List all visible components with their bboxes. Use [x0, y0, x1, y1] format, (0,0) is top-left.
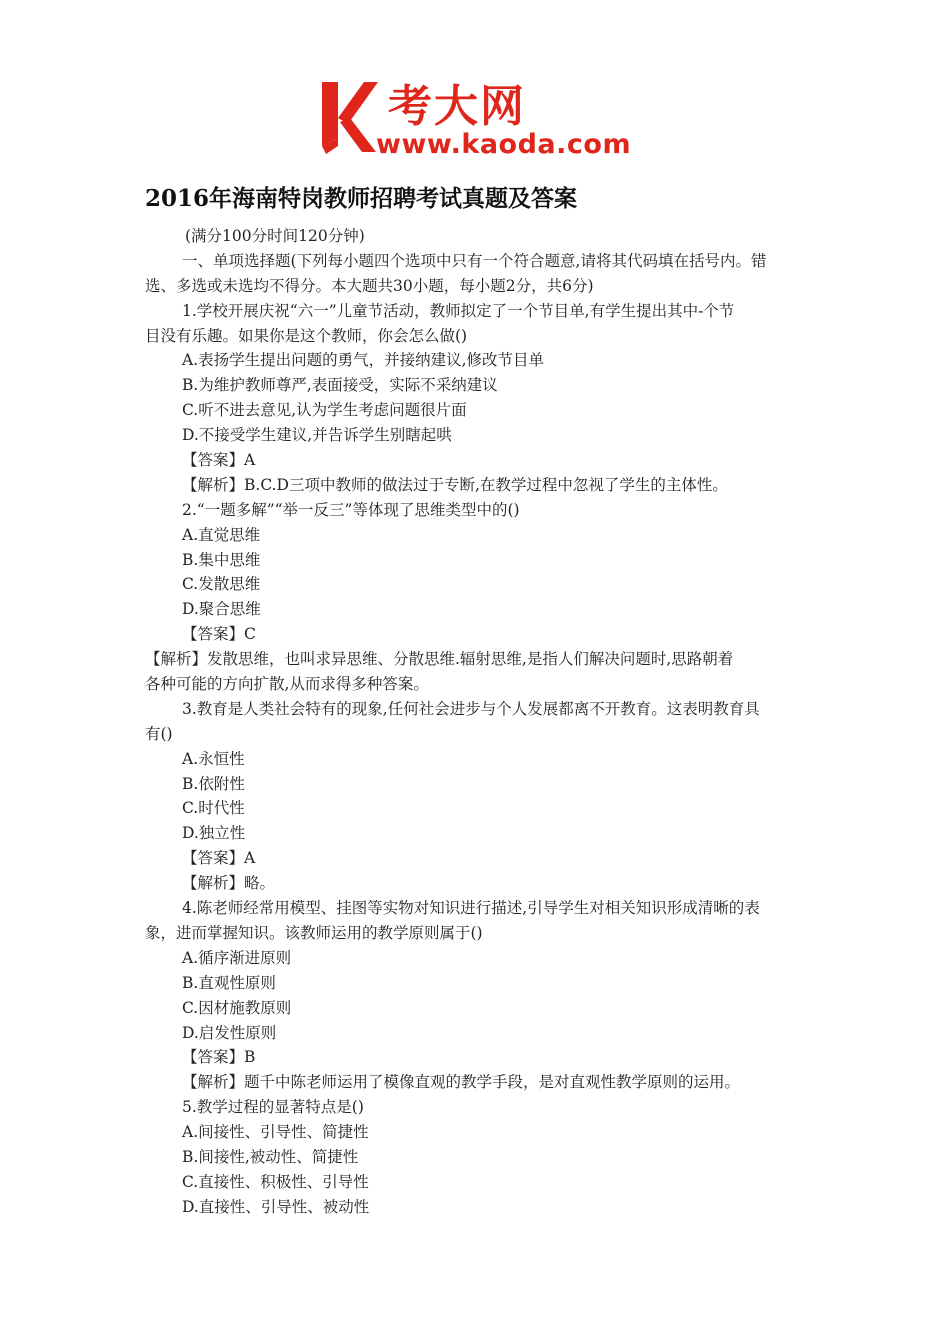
score-time-note: (满分100分时间120分钟)	[185, 227, 365, 245]
q5-option-b: B.间接性,被动性、简捷性	[182, 1147, 359, 1166]
q2-option-d: D.聚合思维	[182, 600, 261, 619]
section-instructions-cont: 选、多选或未选均不得分。本大题共30小题，每小题2分，共6分)	[145, 276, 594, 295]
q3-answer: 【答案】A	[182, 849, 256, 868]
q2-analysis-cont: 各种可能的方向扩散,从而求得多种答案。	[145, 675, 429, 694]
section-instructions: 一、单项选择题(下列每小题四个选项中只有一个符合题意,请将其代码填在括号内。错	[182, 251, 767, 270]
q3-option-b: B.依附性	[182, 774, 245, 793]
q1-option-a: A.表扬学生提出问题的勇气，并接纳建议,修改节目单	[182, 351, 545, 370]
q1-answer: 【答案】A	[182, 451, 256, 470]
q1-option-d: D.不接受学生建议,并告诉学生别瞎起哄	[182, 426, 452, 445]
question-3: 3.教育是人类社会特有的现象,任何社会进步与个人发展都离不开教育。这表明教育具	[182, 699, 760, 718]
q2-option-b: B.集中思维	[182, 550, 261, 569]
question-1: 1.学校开展庆祝“六一”儿童节活动，教师拟定了一个节目单,有学生提出其中-个节	[182, 301, 735, 320]
logo-url-text: www.kaoda.com	[376, 129, 632, 160]
kaoda-logo	[318, 80, 648, 160]
document-title: 2016年海南特岗教师招聘考试真题及答案	[145, 185, 578, 212]
q2-analysis: 【解析】发散思维，也叫求异思维、分散思维.辐射思维,是指人们解决问题时,思路朝着	[145, 650, 734, 669]
q1-option-b: B.为维护教师尊严,表面接受，实际不采纳建议	[182, 376, 498, 395]
q1-option-c: C.听不进去意见,认为学生考虑问题很片面	[182, 401, 467, 420]
q4-option-d: D.启发性原则	[182, 1023, 277, 1042]
q2-answer: 【答案】C	[182, 625, 256, 644]
q5-option-c: C.直接性、积极性、引导性	[182, 1172, 369, 1191]
q1-analysis: 【解析】B.C.D三项中教师的做法过于专断,在教学过程中忽视了学生的主体性。	[182, 475, 728, 494]
document-body	[145, 224, 810, 1220]
q4-analysis: 【解析】题千中陈老师运用了模像直观的教学手段，是对直观性教学原则的运用。	[182, 1073, 741, 1092]
question-4-cont: 象，进而掌握知识。该教师运用的教学原则属于()	[145, 923, 483, 942]
q4-option-c: C.因材施教原则	[182, 998, 292, 1017]
k-logo-icon	[318, 80, 380, 160]
q2-option-a: A.直觉思维	[182, 525, 261, 544]
q4-answer: 【答案】B	[182, 1048, 256, 1067]
q4-option-b: B.直观性原则	[182, 973, 276, 992]
q4-option-a: A.循序渐进原则	[182, 948, 292, 967]
question-1-cont: 目没有乐趣。如果你是这个教师，你会怎么做()	[145, 326, 468, 345]
q3-analysis: 【解析】略。	[182, 874, 276, 893]
question-5: 5.教学过程的显著特点是()	[182, 1098, 364, 1117]
q3-option-c: C.时代性	[182, 799, 245, 818]
q5-option-d: D.直接性、引导性、被动性	[182, 1197, 370, 1216]
question-3-cont: 有()	[145, 724, 173, 743]
logo-chinese-text: 考大网	[388, 81, 526, 132]
q3-option-a: A.永恒性	[182, 749, 245, 768]
q5-option-a: A.间接性、引导性、简捷性	[182, 1123, 369, 1142]
question-2: 2.“一题多解”“举一反三”等体现了思维类型中的()	[182, 500, 520, 519]
q3-option-d: D.独立性	[182, 824, 246, 843]
question-4: 4.陈老师经常用模型、挂图等实物对知识进行描述,引导学生对相关知识形成清晰的表	[182, 899, 760, 918]
q2-option-c: C.发散思维	[182, 575, 261, 594]
